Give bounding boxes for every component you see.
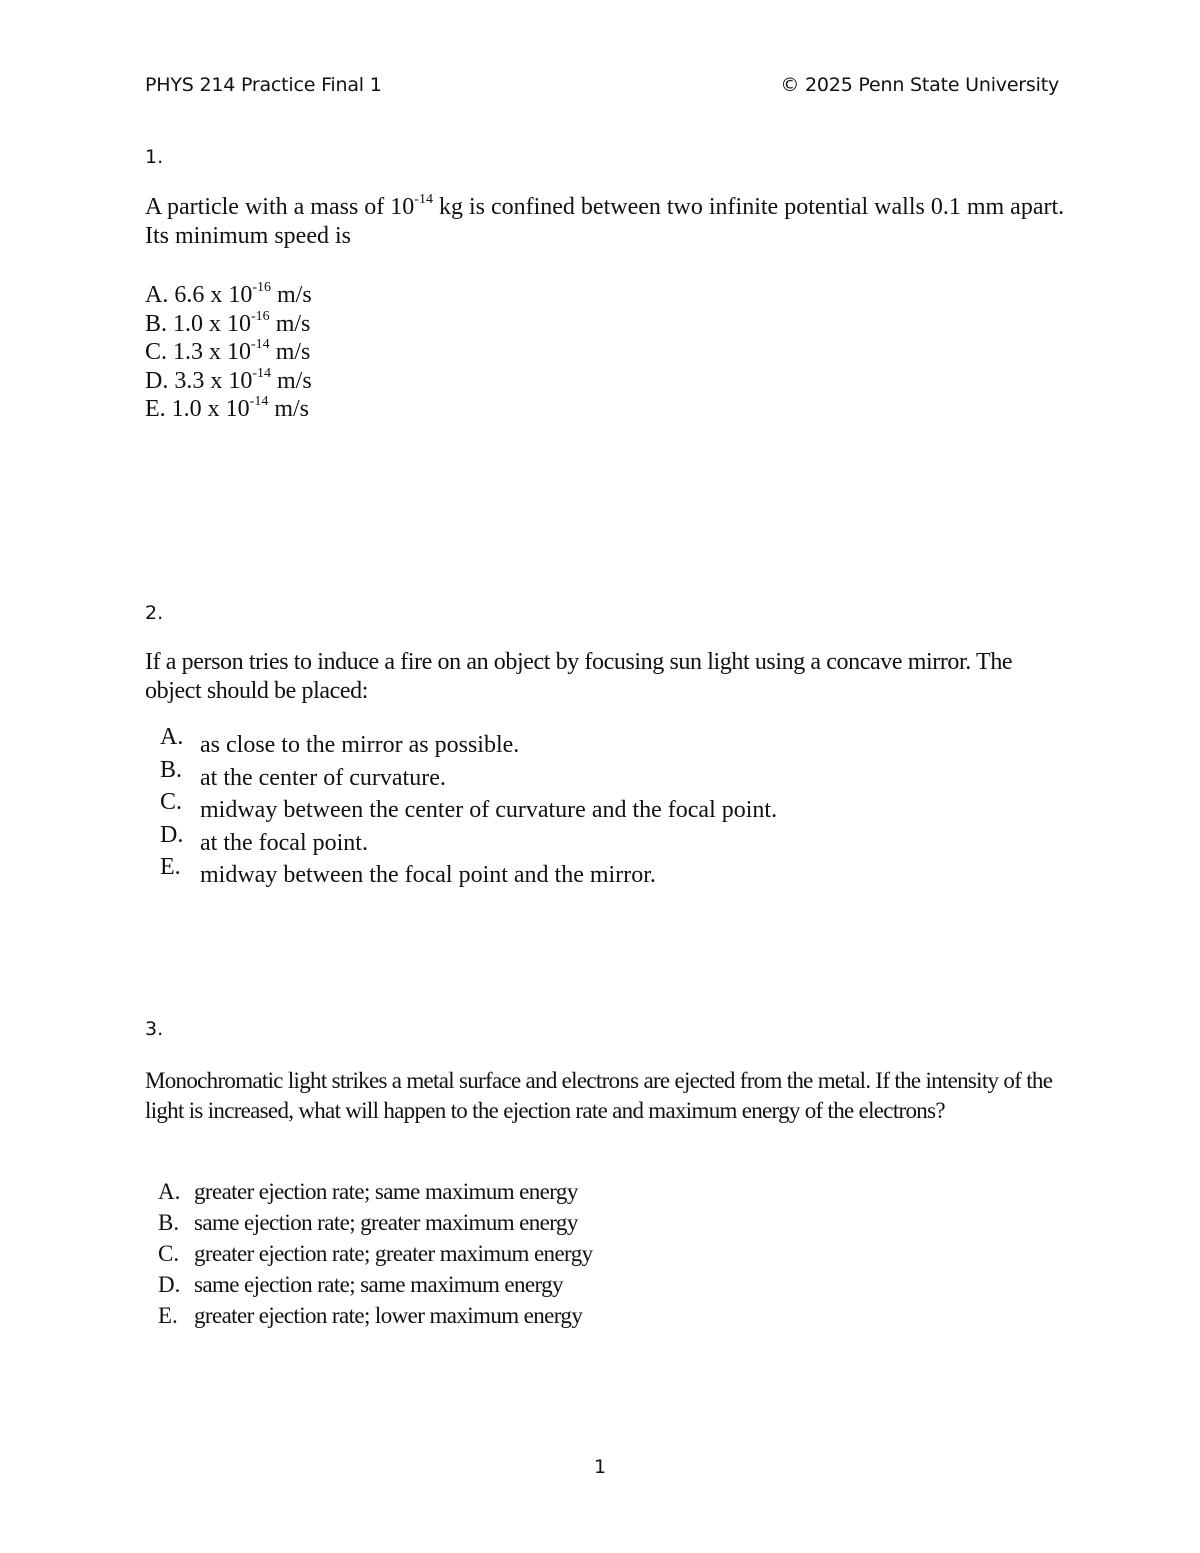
choice-label: A. <box>145 282 169 308</box>
choice-text: same ejection rate; greater maximum energy <box>194 1210 578 1235</box>
choice-unit: m/s <box>268 396 310 422</box>
question-2-number: 2. <box>145 602 164 624</box>
choice-exponent: -16 <box>251 308 270 324</box>
choice-label: E. <box>145 396 166 422</box>
choice-unit: m/s <box>269 339 311 365</box>
question-1-choice-a <box>145 281 312 310</box>
choice-text: at the focal point. <box>200 829 368 856</box>
choice-text: as close to the mirror as possible. <box>200 732 520 758</box>
choice-label: E. <box>158 1303 178 1328</box>
question-2-stem: If a person tries to induce a fire on an object by focusing sun light using a concave mirror. The object should be placed: <box>145 649 1013 704</box>
choice-text: at the center of curvature. <box>200 764 446 791</box>
choice-text: greater ejection rate; same maximum energy <box>194 1179 578 1204</box>
choice-label: D. <box>160 821 184 848</box>
choice-label: A. <box>160 724 184 750</box>
choice-label: D. <box>145 367 169 394</box>
choice-mantissa: 3.3 x 10 <box>174 367 253 394</box>
question-1-stem-end: kg is confined between two infinite potential walls 0.1 mm apart. Its minimum speed is <box>145 194 1065 249</box>
choice-text: same ejection rate; same maximum energy <box>194 1272 563 1297</box>
choice-text: greater ejection rate; greater maximum energy <box>194 1241 593 1266</box>
question-1-stem <box>145 193 1065 251</box>
choice-exponent: -14 <box>249 394 269 409</box>
choice-label: B. <box>145 310 168 337</box>
choice-unit: m/s <box>269 310 311 337</box>
question-1-stem-exponent: -14 <box>414 192 433 207</box>
choice-unit: m/s <box>271 282 312 308</box>
choice-mantissa: 1.3 x 10 <box>173 339 252 365</box>
choice-mantissa: 1.0 x 10 <box>171 396 250 422</box>
choice-label: B. <box>160 756 183 783</box>
question-1-choices <box>145 281 312 424</box>
choice-label: D. <box>158 1272 181 1297</box>
choice-text: midway between the center of curvature and the focal point. <box>200 797 778 823</box>
question-1-stem-start: A particle with a mass of 10 <box>145 194 415 220</box>
question-1-choice-b <box>145 310 312 339</box>
choice-text: midway between the focal point and the mirror. <box>200 862 656 888</box>
question-1-choice-d <box>145 367 312 396</box>
choice-mantissa: 6.6 x 10 <box>174 282 253 308</box>
choice-mantissa: 1.0 x 10 <box>173 310 252 337</box>
question-1-number: 1. <box>145 146 164 168</box>
document-header-copyright: © 2025 Penn State University <box>780 74 1059 96</box>
choice-exponent: -14 <box>251 337 270 352</box>
choice-exponent: -16 <box>252 280 272 295</box>
document-header-title: PHYS 214 Practice Final 1 <box>145 74 382 96</box>
question-3-stem: Monochromatic light strikes a metal surface and electrons are ejected from the metal. If the intensity of the light is increased, what will happen to the ejection rate and maximum energy of the electrons? <box>145 1068 1053 1123</box>
question-1-choice-c <box>145 338 312 367</box>
choice-unit: m/s <box>271 367 312 394</box>
question-1-choice-e <box>145 395 312 424</box>
choice-label: C. <box>160 789 183 815</box>
choice-label: B. <box>158 1210 180 1235</box>
choice-exponent: -14 <box>252 365 272 381</box>
page-number: 1 <box>593 1456 607 1478</box>
choice-label: C. <box>158 1241 180 1266</box>
choice-label: C. <box>145 339 168 365</box>
choice-label: E. <box>160 854 181 880</box>
choice-text: greater ejection rate; lower maximum energy <box>194 1303 583 1328</box>
choice-label: A. <box>158 1179 181 1204</box>
question-3-number: 3. <box>145 1018 164 1040</box>
